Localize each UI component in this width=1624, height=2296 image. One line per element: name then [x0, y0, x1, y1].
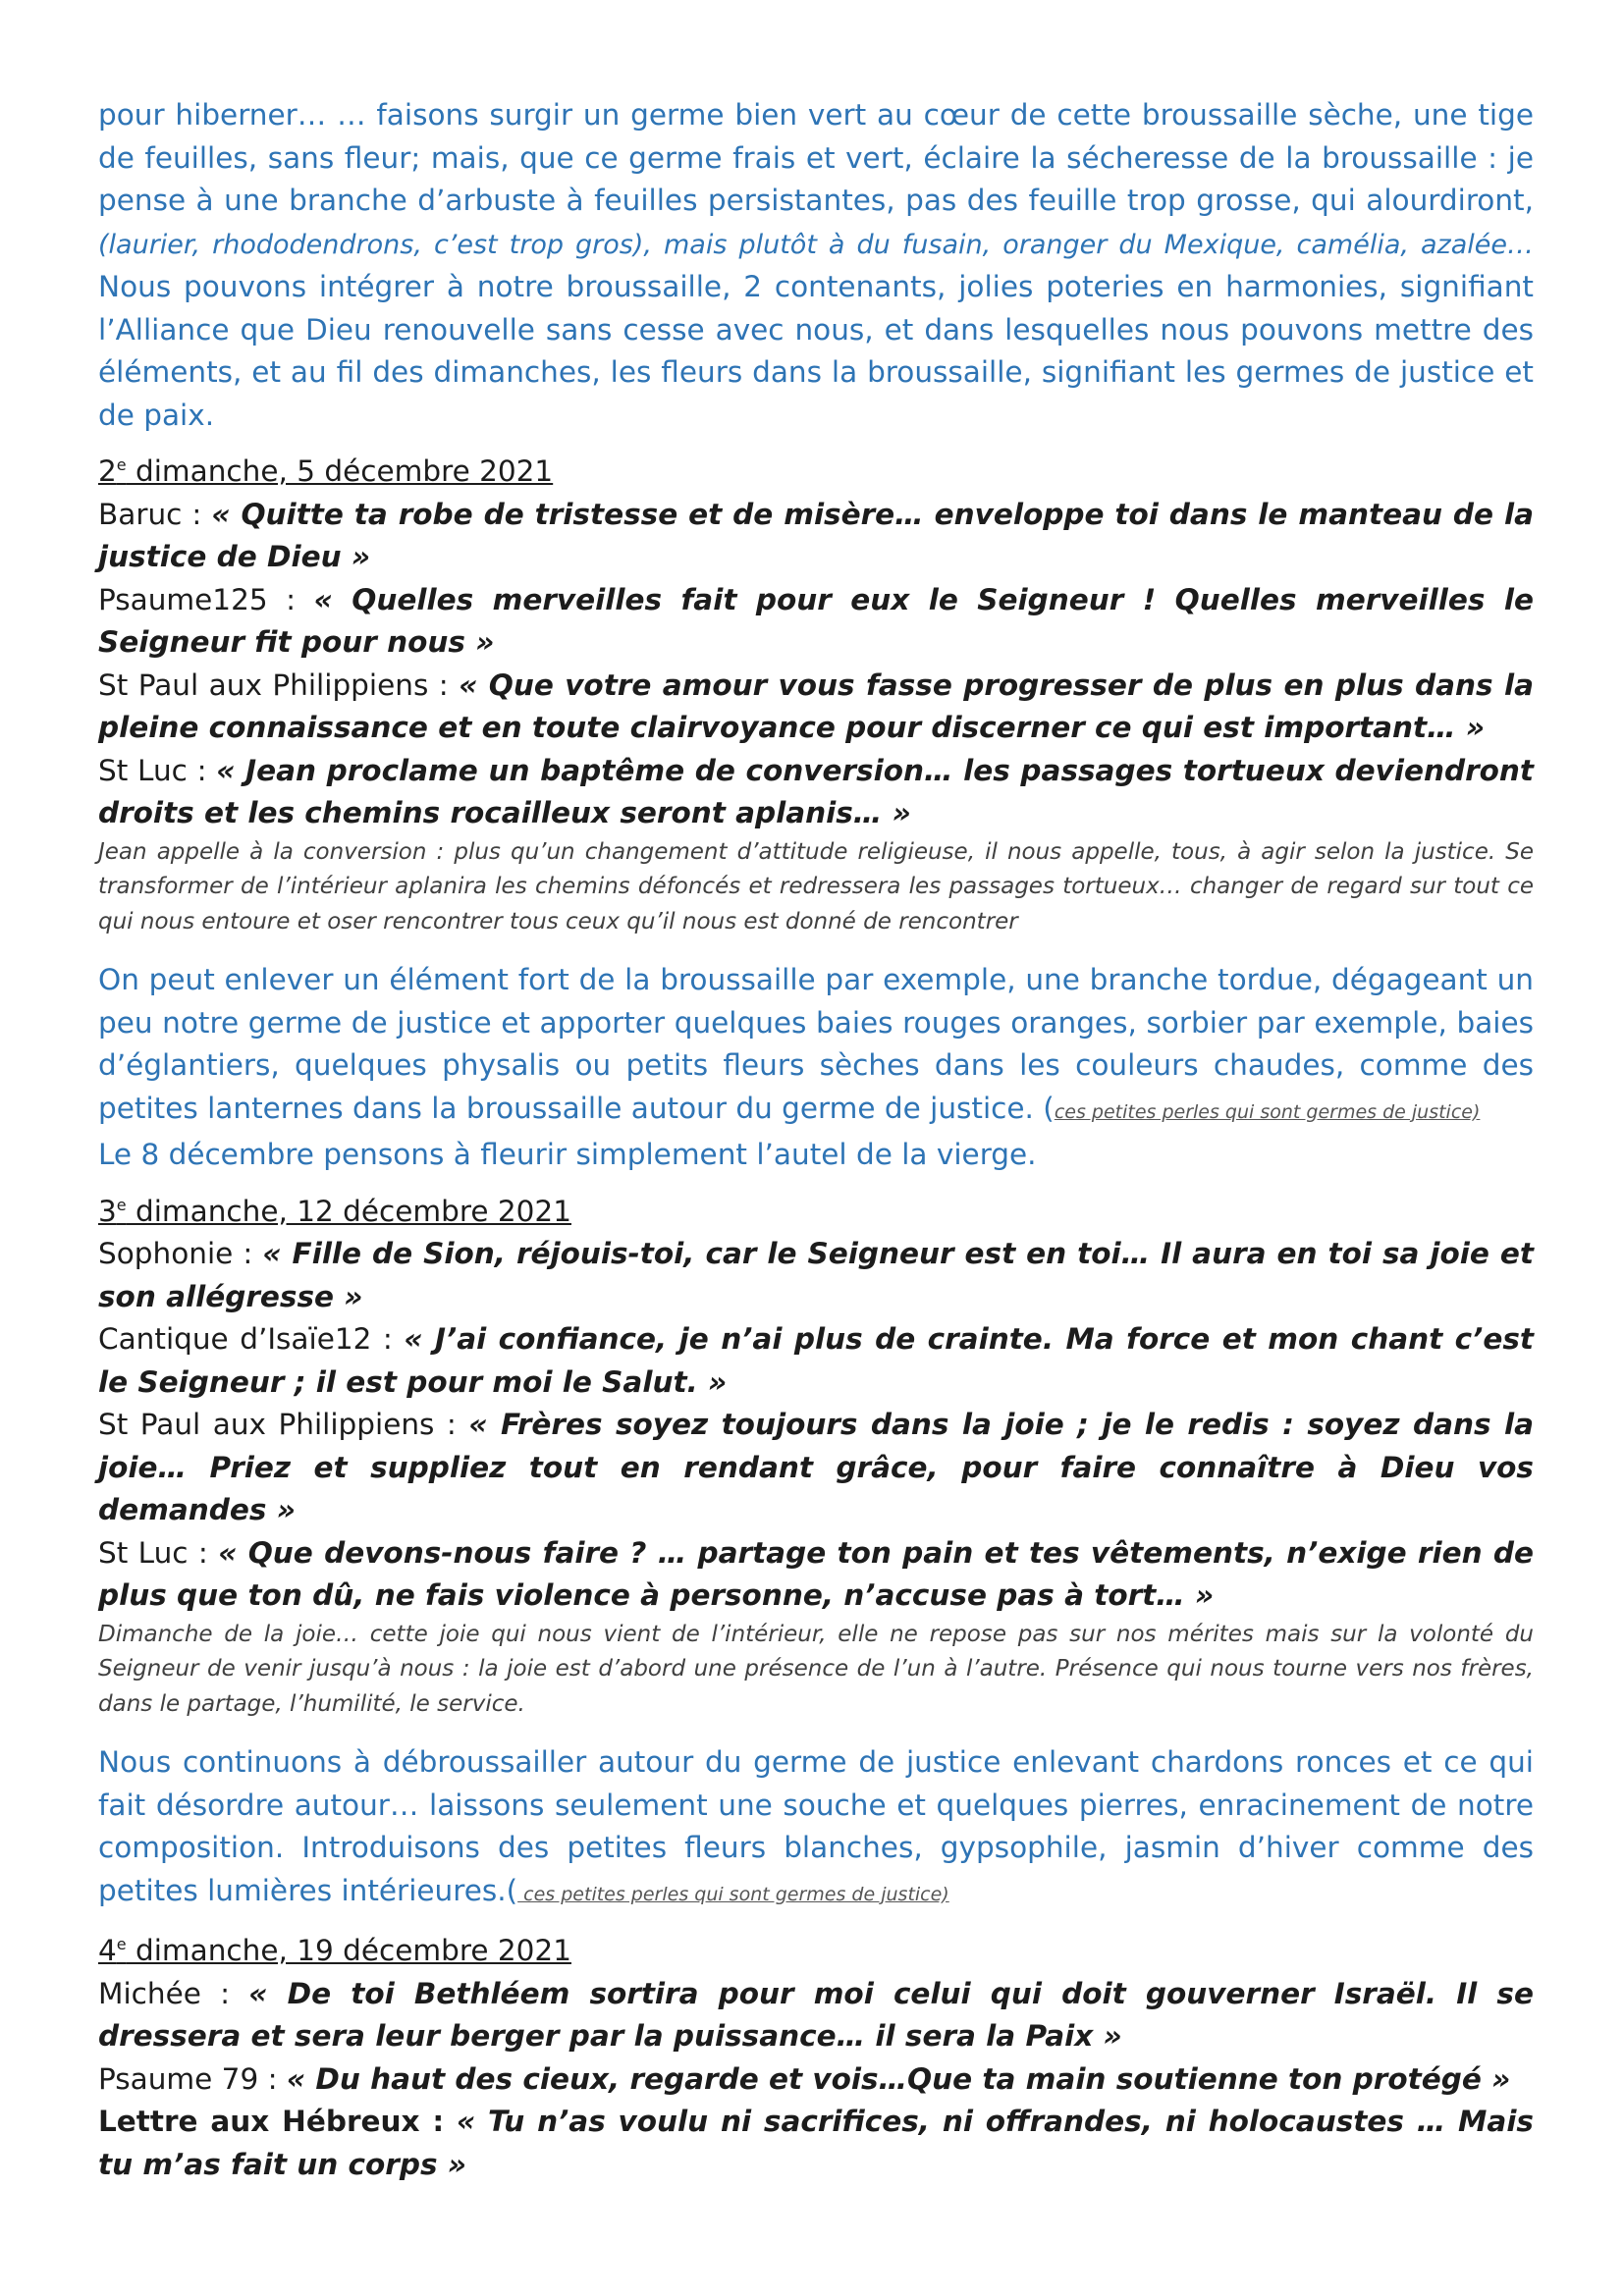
reading [98, 1404, 1534, 1532]
reading-ref: Psaume125 : [98, 582, 314, 616]
intro-paragraph [98, 94, 1534, 437]
sunday-4-ordinal: e [116, 1935, 127, 1954]
sunday-3-number: 3 [98, 1194, 117, 1228]
reading [98, 1973, 1534, 2058]
sunday-2-ordinal: e [116, 455, 127, 475]
reading-ref: Baruc : [98, 497, 212, 531]
reading [98, 1532, 1534, 1618]
reading-ref: Michée : [98, 1976, 249, 2010]
reading [98, 1318, 1534, 1404]
sunday-2-date: dimanche, 5 décembre 2021 [126, 454, 554, 488]
reading-ref: St Paul aux Philippiens : [98, 667, 460, 702]
sunday-3-decoration-text [98, 1741, 1534, 1916]
sunday-3-ordinal: e [116, 1195, 127, 1214]
reading [98, 750, 1534, 835]
sunday-3-date: dimanche, 12 décembre 2021 [126, 1194, 571, 1228]
reading-ref: St Paul aux Philippiens : [98, 1408, 469, 1441]
reading-quote: « Que votre amour vous fasse progresser de plus en plus dans la pleine connaissance et en toute clairvoyance pour discerner ce qui est important… » [98, 667, 1534, 744]
document-page [98, 94, 1534, 2186]
decoration-text: Nous continuons à débroussailler autour du germe de justice enlevant chardons ronces et ce qui fait désordre autour… laissons seulement une souche et quelques pierres, enracinement de notre composition. Introduisons des petites fleurs blanches, gypsophile, jasmin d’hiver comme des petites lumières intérieures.( [98, 1745, 1534, 1907]
sunday-4-heading [98, 1930, 1534, 1973]
decoration-text: On peut enlever un élément fort de la broussaille par exemple, une branche tordue, dégageant un peu notre germe de justice et apporter quelques baies rouges oranges, sorbier par exemple, baies d’églantiers, quelques physalis ou petits fleurs sèches dans les couleurs chaudes, comme des petites lanternes dans la broussaille autour du germe de justice. ( [98, 963, 1534, 1125]
reading-ref: Cantique d’Isaïe12 : [98, 1322, 405, 1356]
reading [98, 665, 1534, 750]
sunday-2-heading [98, 451, 1534, 494]
sunday-2-comment: Jean appelle à la conversion : plus qu’un changement d’attitude religieuse, il nous appelle, tous, à agir selon la justice. Se transformer de l’intérieur aplanira les chemins défoncés et redressera les passages tortueux… changer de regard sur tout ce qui nous entoure et oser rencontrer tous ceux qu’il nous est donné de rencontrer [98, 838, 1534, 934]
sunday-4-date: dimanche, 19 décembre 2021 [126, 1934, 571, 1967]
reading-ref: Lettre aux Hébreux : [98, 2105, 457, 2138]
decoration-note: ces petites perles qui sont germes de justice) [517, 1883, 949, 1905]
reading [98, 494, 1534, 579]
reading-quote: « Tu n’as voulu ni sacrifices, ni offrandes, ni holocaustes … Mais tu m’as fait un corps » [98, 2105, 1534, 2181]
reading-quote: « Que devons-nous faire ? … partage ton pain et tes vêtements, n’exige rien de plus que ton dû, ne fais violence à personne, n’accuse pas à tort… » [98, 1535, 1534, 1612]
sunday-2-number: 2 [98, 454, 117, 488]
intro-text-italic: (laurier, rhododendrons, c’est trop gros), mais plutôt à du fusain, oranger du Mexique, camélia, azalée… [98, 229, 1534, 260]
intro-text-b: Nous pouvons intégrer à notre broussaille, 2 contenants, jolies poteries en harmonies, signifiant l’Alliance que Dieu renouvelle sans cesse avec nous, et dans lesquelles nous pouvons mettre des éléments, et au fil des dimanches, les fleurs dans la broussaille, signifiant les germes de justice et de paix. [98, 270, 1534, 432]
reading-quote: « Quitte ta robe de tristesse et de misère… enveloppe toi dans le manteau de la justice de Dieu » [98, 497, 1534, 573]
reading-quote: « Quelles merveilles fait pour eux le Seigneur ! Quelles merveilles le Seigneur fit pour nous » [98, 582, 1534, 659]
intro-text-a: pour hiberner… … faisons surgir un germe bien vert au cœur de cette broussaille sèche, une tige de feuilles, sans fleur; mais, que ce germe frais et vert, éclaire la sécheresse de la broussaille : je pense à une branche d’arbuste à feuilles persistantes, pas des feuille trop grosse, qui alourdiront, [98, 98, 1534, 217]
reading-ref: Sophonie : [98, 1237, 263, 1270]
reading-ref: Psaume 79 : [98, 2061, 287, 2096]
decoration-text-2: Le 8 décembre pensons à fleurir simplement l’autel de la vierge. [98, 1138, 1037, 1171]
reading [98, 2058, 1534, 2102]
reading [98, 579, 1534, 665]
reading-ref: St Luc : [98, 753, 217, 787]
decoration-note: ces petites perles qui sont germes de justice) [1054, 1100, 1481, 1123]
reading-ref: St Luc : [98, 1535, 219, 1570]
sunday-2-decoration-text [98, 959, 1534, 1177]
sunday-4-number: 4 [98, 1934, 117, 1967]
sunday-3-heading [98, 1191, 1534, 1234]
reading-quote: « Fille de Sion, réjouis-toi, car le Seigneur est en toi… Il aura en toi sa joie et son allégresse » [98, 1237, 1535, 1313]
reading-quote: « J’ai confiance, je n’ai plus de crainte. Ma force et mon chant c’est le Seigneur ; il est pour moi le Salut. » [98, 1322, 1534, 1399]
reading-quote: « Jean proclame un baptême de conversion… les passages tortueux deviendront droits et les chemins rocailleux seront aplanis… » [98, 753, 1534, 829]
reading-quote: « Du haut des cieux, regarde et vois…Que ta main soutienne ton protégé » [286, 2061, 1511, 2096]
reading [98, 2101, 1534, 2186]
reading-quote: « De toi Bethléem sortira pour moi celui qui doit gouverner Israël. Il se dressera et sera leur berger par la puissance… il sera la Paix » [98, 1976, 1534, 2053]
reading-quote: « Frères soyez toujours dans la joie ; je le redis : soyez dans la joie… Priez et suppliez tout en rendant grâce, pour faire connaître à Dieu vos demandes » [98, 1408, 1534, 1526]
sunday-3-comment: Dimanche de la joie… cette joie qui nous vient de l’intérieur, elle ne repose pas sur nos mérites mais sur la volonté du Seigneur de venir jusqu’à nous : la joie est d’abord une présence de l’un à l’autre. Présence qui nous tourne vers nos frères, dans le partage, l’humilité, le service. [98, 1621, 1534, 1717]
reading [98, 1233, 1534, 1318]
